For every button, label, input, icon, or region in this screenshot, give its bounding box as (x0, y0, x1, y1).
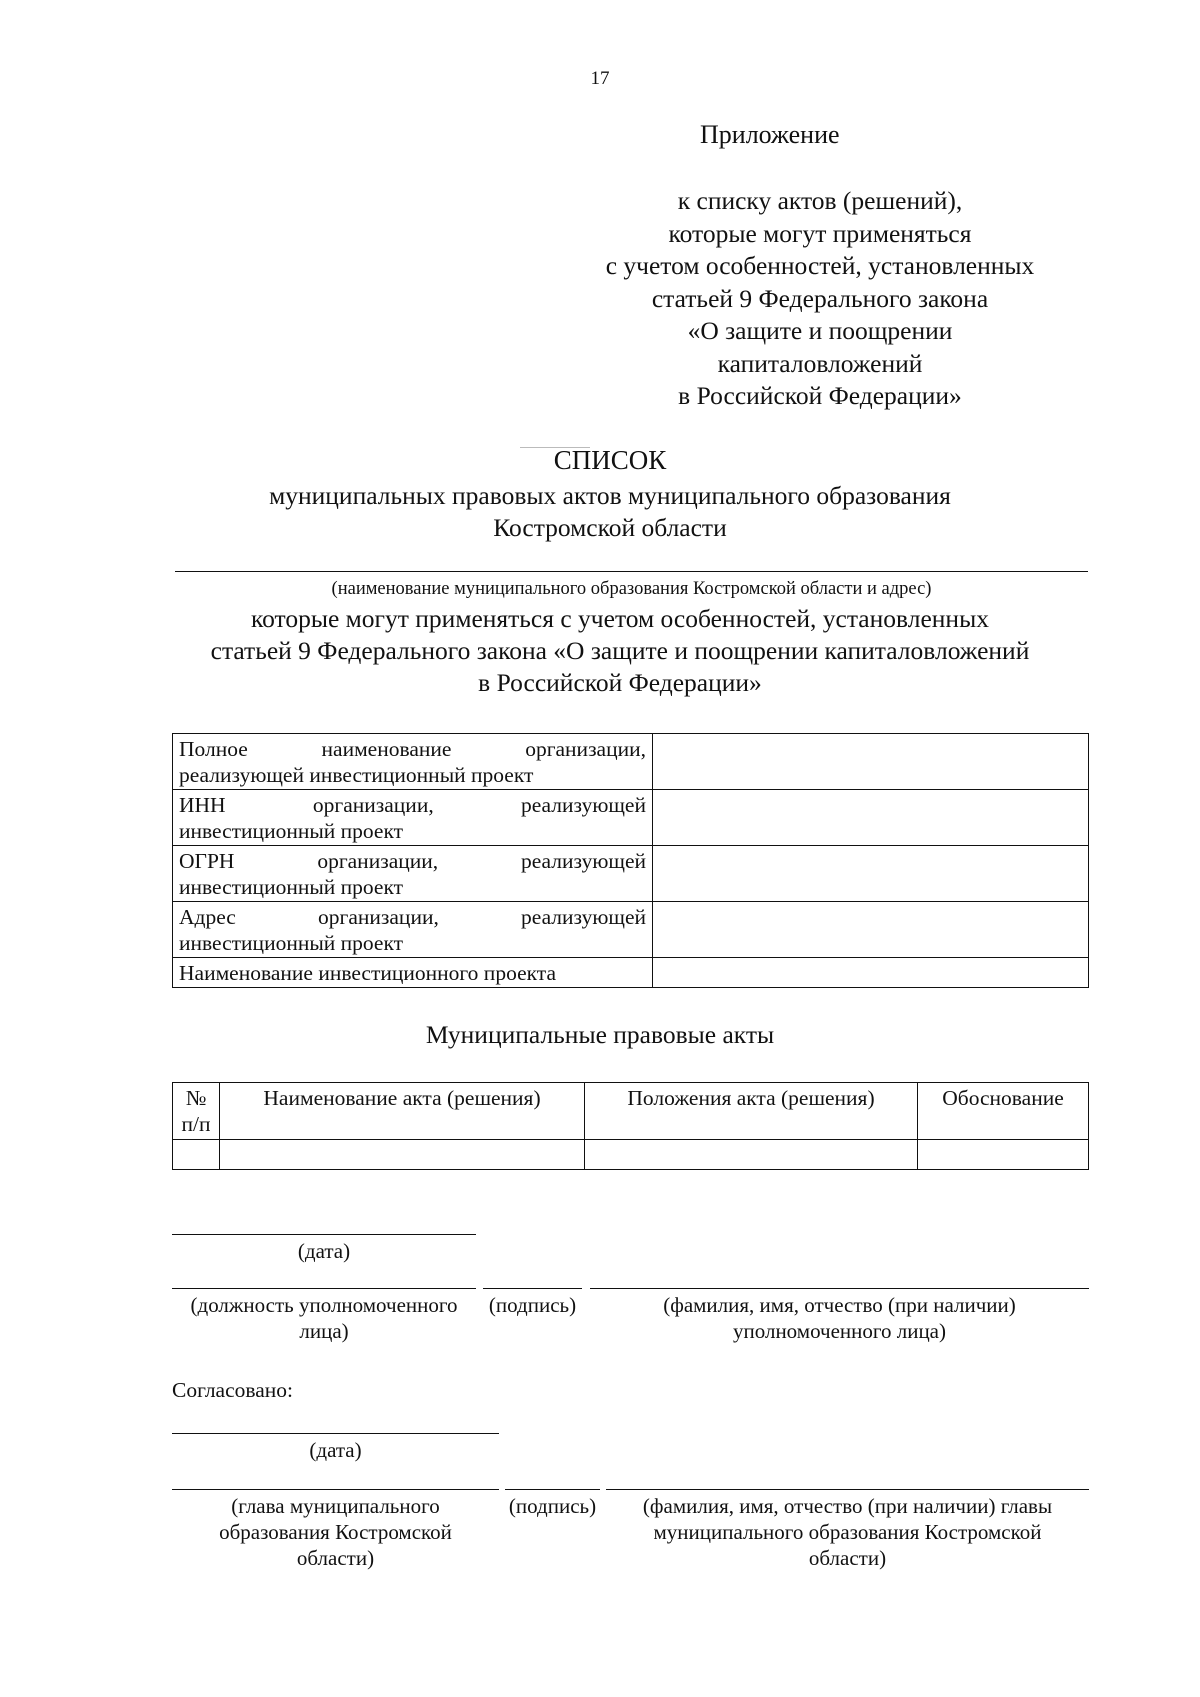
table-label-line: Адрес организации, реализующей (179, 905, 646, 929)
table-label-cell (173, 958, 653, 988)
table-row (173, 1140, 1089, 1170)
table-label-line: Полное наименование организации, (179, 737, 646, 761)
municipality-name-line (175, 571, 1088, 572)
body-line: которые могут применяться с учетом особенностей, установленных (251, 604, 989, 633)
appendix-line: «О защите и поощрении (687, 316, 953, 345)
acts-heading: Муниципальные правовые акты (425, 1020, 775, 1049)
table-label-line: инвестиционный проект (179, 819, 404, 843)
table-label-cell (173, 846, 653, 902)
appendix-line: с учетом особенностей, установленных (605, 251, 1035, 280)
table-value-cell[interactable] (653, 902, 1089, 958)
table-header-row (173, 1083, 1089, 1140)
position-line (172, 1288, 476, 1289)
head-position-caption (172, 1493, 499, 1571)
table-row (173, 790, 1089, 846)
signature-line (483, 1288, 582, 1289)
list-body-text (150, 603, 1090, 699)
table-row (173, 846, 1089, 902)
table-row (173, 902, 1089, 958)
appendix-text (570, 185, 1070, 413)
caption-line: уполномоченного лица) (733, 1319, 946, 1343)
fio-caption (590, 1292, 1089, 1344)
table-cell[interactable] (220, 1140, 585, 1170)
appendix-line: в Российской Федерации» (678, 381, 962, 410)
table-cell[interactable] (918, 1140, 1089, 1170)
column-header-act-name: Наименование акта (решения) (220, 1083, 585, 1140)
table-value-cell[interactable] (653, 846, 1089, 902)
caption-line: (должность уполномоченного (190, 1293, 458, 1317)
table-cell[interactable] (585, 1140, 918, 1170)
signature-line (505, 1489, 600, 1490)
table-value-cell[interactable] (653, 790, 1089, 846)
column-header-line: п/п (181, 1112, 211, 1136)
table-label-line: Наименование инвестиционного проекта (179, 961, 556, 985)
table-label-cell (173, 902, 653, 958)
caption-line: образования Костромской (219, 1520, 452, 1544)
table-label-cell (173, 790, 653, 846)
municipality-name-caption: (наименование муниципального образования Костромской области и адрес) (331, 579, 932, 599)
body-line: статьей 9 Федерального закона «О защите и поощрении капиталовложений (210, 636, 1030, 665)
caption-line: области) (808, 1546, 887, 1570)
body-line: в Российской Федерации» (478, 668, 762, 697)
list-title: СПИСОК (553, 445, 667, 475)
caption-line: (фамилия, имя, отчество (при наличии) (663, 1293, 1016, 1317)
table-label-line: реализующей инвестиционный проект (179, 763, 534, 787)
list-subtitle-line: Костромской области (493, 513, 727, 542)
appendix-line: капиталовложений (717, 348, 923, 378)
table-label-cell (173, 734, 653, 790)
head-position-line (172, 1489, 499, 1490)
list-subtitle-line: муниципальных правовых актов муниципального образования (269, 481, 951, 510)
table-value-cell[interactable] (653, 958, 1089, 988)
signature-caption: (подпись) (488, 1293, 577, 1317)
column-header-line: № (185, 1086, 207, 1110)
table-row (173, 958, 1089, 988)
appendix-line: к списку актов (решений), (677, 186, 963, 215)
list-subtitle (200, 480, 1020, 544)
table-label-line: ИНН организации, реализующей (179, 793, 646, 817)
date-line (172, 1234, 476, 1235)
fio-line (606, 1489, 1089, 1490)
appendix-line: статьей 9 Федерального закона (651, 283, 989, 313)
appendix-line: которые могут применяться (668, 218, 972, 248)
table-cell[interactable] (173, 1140, 220, 1170)
table-label-line: инвестиционный проект (179, 875, 404, 899)
position-caption (172, 1292, 476, 1344)
page-number: 17 (590, 68, 610, 89)
column-header-number (173, 1083, 220, 1140)
fio-caption (606, 1493, 1089, 1571)
table-value-cell[interactable] (653, 734, 1089, 790)
signature-caption: (подпись) (508, 1494, 597, 1518)
agreed-label: Согласовано: (172, 1378, 294, 1402)
date-line (172, 1433, 499, 1434)
column-header-provisions: Положения акта (решения) (585, 1083, 918, 1140)
table-label-line: инвестиционный проект (179, 931, 404, 955)
fio-line (590, 1288, 1089, 1289)
date-caption: (дата) (297, 1239, 351, 1263)
table-row (173, 734, 1089, 790)
acts-table (172, 1082, 1089, 1170)
date-caption: (дата) (309, 1438, 362, 1462)
caption-line: области) (296, 1546, 375, 1570)
table-label-line: ОГРН организации, реализующей (179, 849, 646, 873)
caption-line: муниципального образования Костромской (653, 1520, 1042, 1544)
appendix-title: Приложение (700, 120, 840, 149)
column-header-basis: Обоснование (918, 1083, 1089, 1140)
organization-info-table (172, 733, 1089, 988)
caption-line: (глава муниципального (231, 1494, 440, 1518)
caption-line: (фамилия, имя, отчество (при наличии) главы (642, 1494, 1053, 1518)
caption-line: лица) (299, 1319, 349, 1343)
